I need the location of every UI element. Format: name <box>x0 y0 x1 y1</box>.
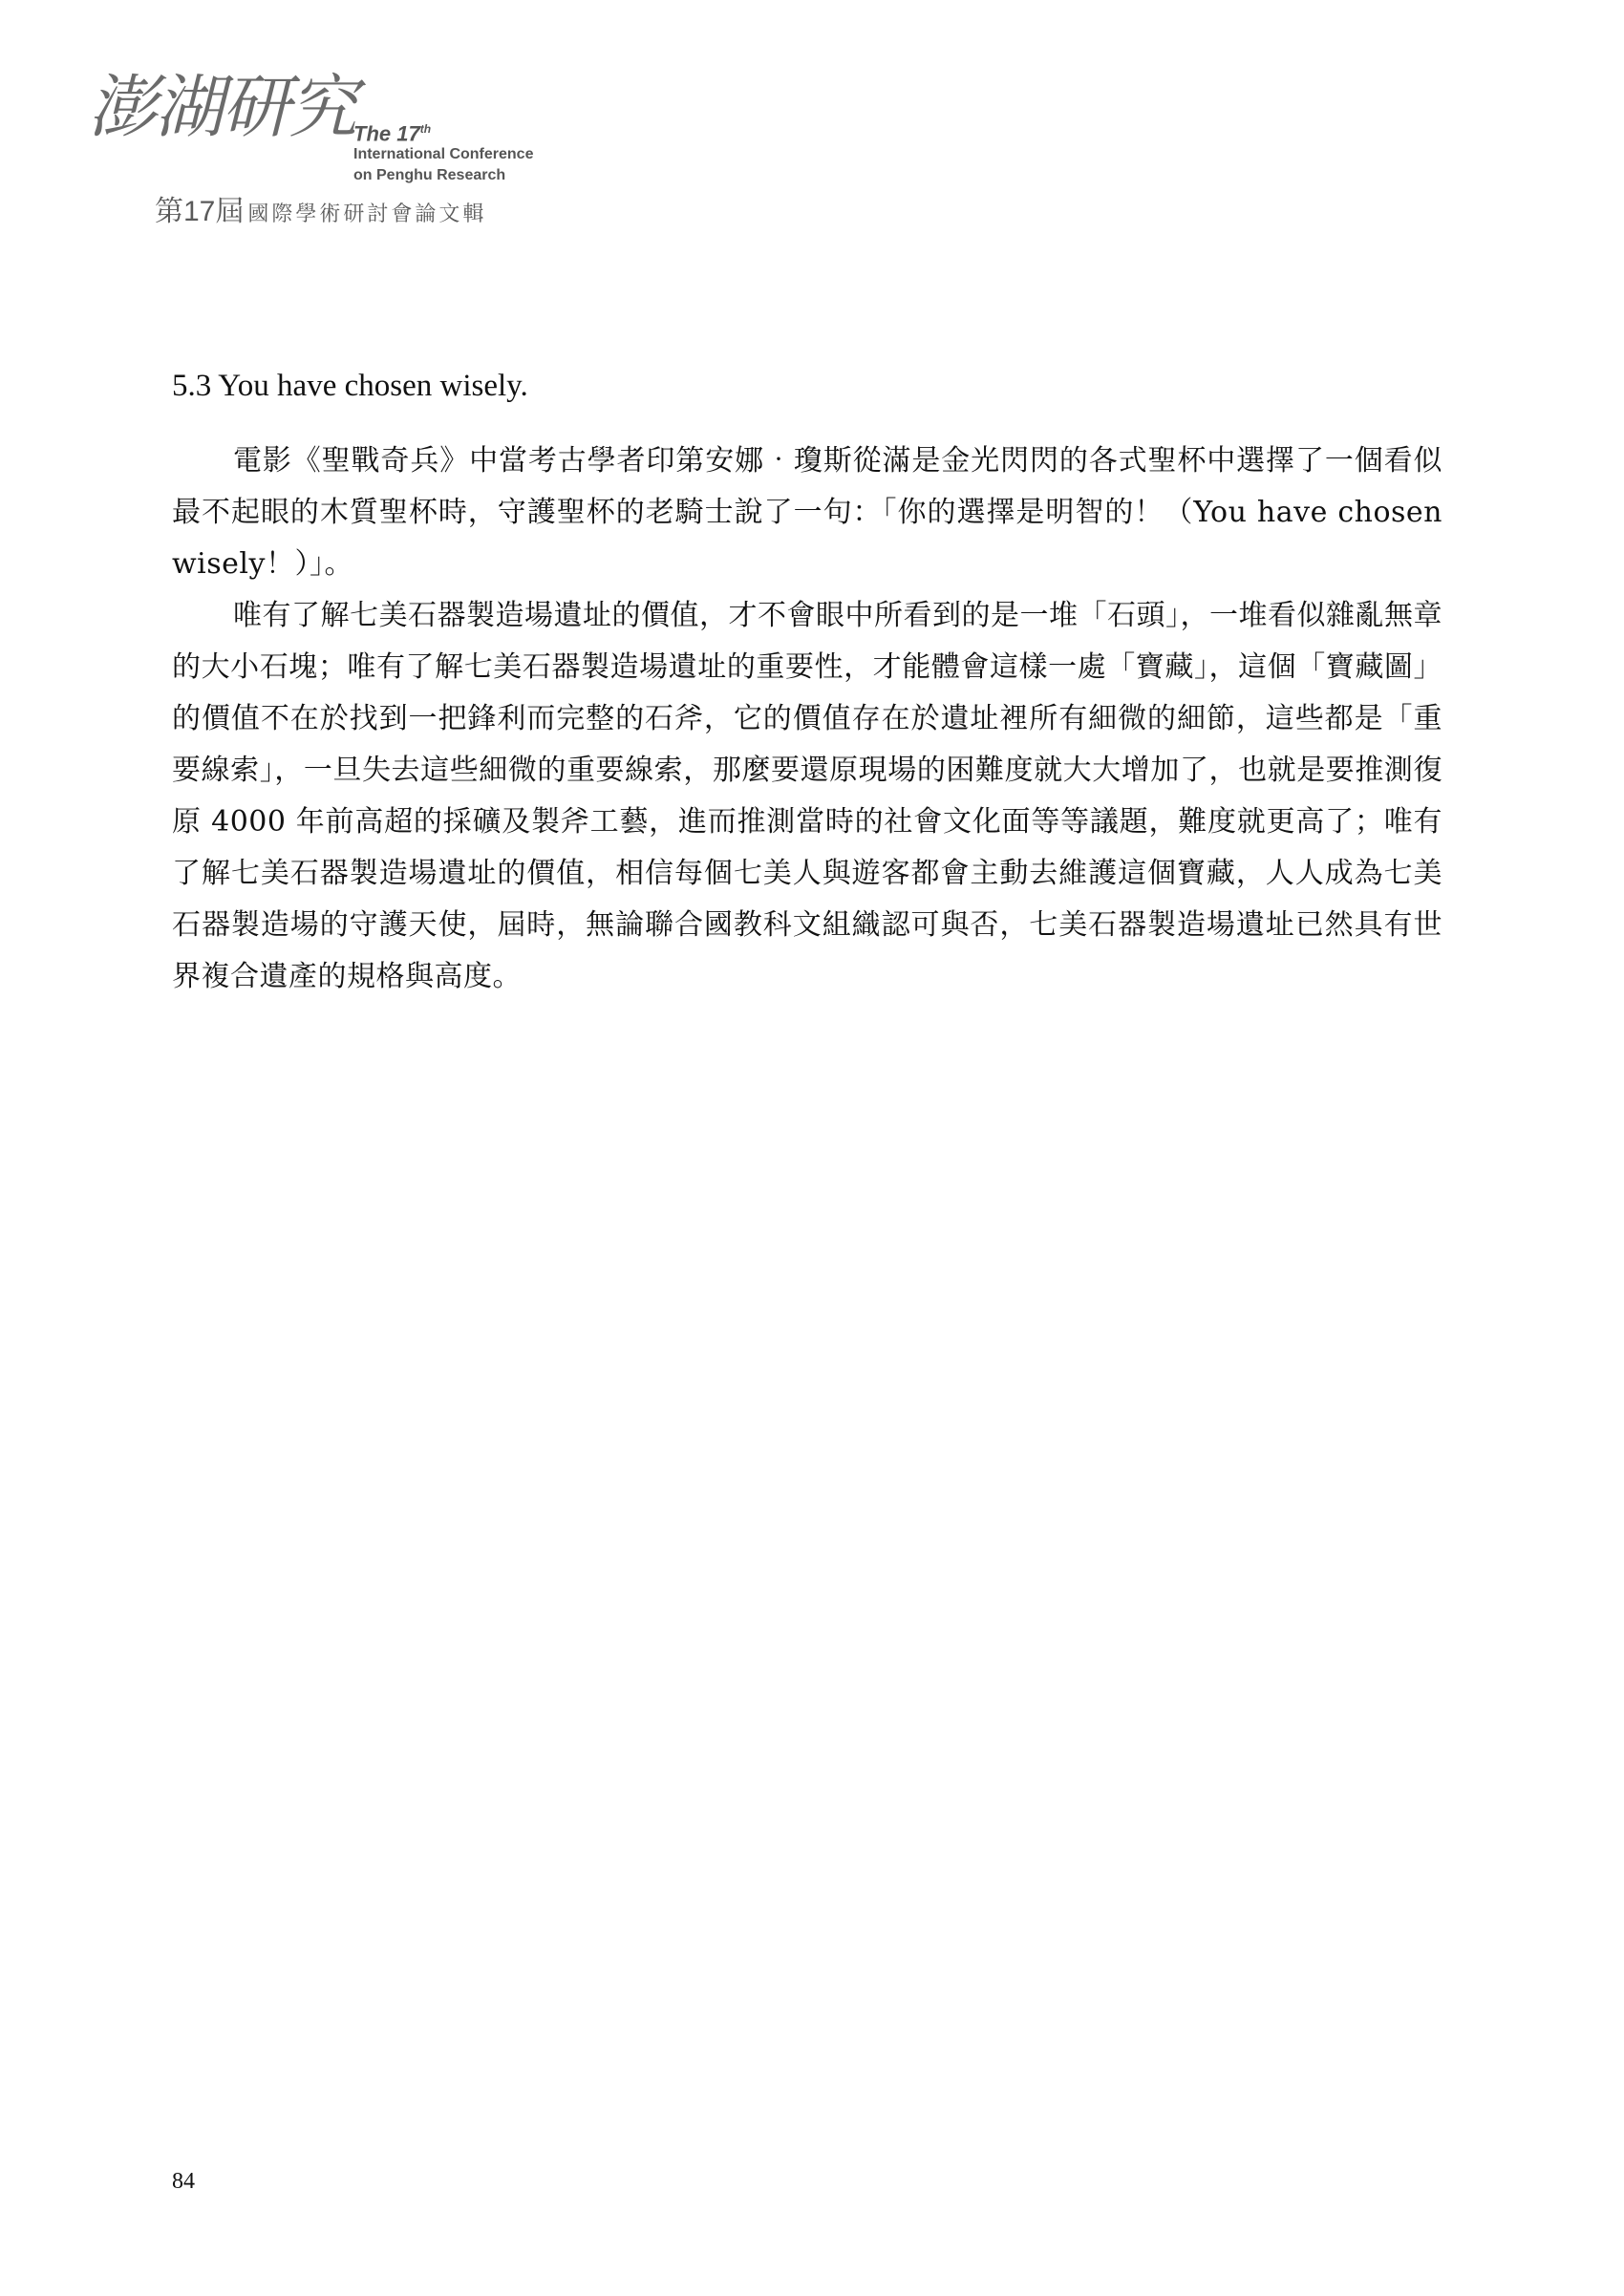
logo-edition: 第17屆 <box>155 196 245 227</box>
logo-chinese-subtitle <box>155 187 486 229</box>
conference-logo <box>88 69 585 231</box>
logo-proceedings: 國際學術研討會論文輯 <box>247 202 487 225</box>
logo-english-line-2: International Conference <box>353 146 534 163</box>
logo-calligraphy-title: 澎湖研究 <box>88 67 356 147</box>
logo-english-title <box>353 118 533 186</box>
section-heading: 5.3 You have chosen wisely. <box>172 369 528 403</box>
page-number: 84 <box>172 2169 195 2194</box>
body-paragraph: 電影《聖戰奇兵》中當考古學者印第安娜‧瓊斯從滿是金光閃閃的各式聖杯中選擇了一個看似最不起眼的木質聖杯時，守護聖杯的老騎士說了一句：「你的選擇是明智的！（You have chosen wisely！）」。 <box>172 444 1442 581</box>
body-paragraph: 唯有了解七美石器製造場遺址的價值，才不會眼中所看到的是一堆「石頭」，一堆看似雜亂無章的大小石塊；唯有了解七美石器製造場遺址的重要性，才能體會這樣一處「寶藏」，這個「寶藏圖」的價值不在於找到一把鋒利而完整的石斧，它的價值存在於遺址裡所有細微的細節，這些都是「重要線索」，一旦失去這些細微的重要線索，那麼要還原現場的困難度就大大增加了，也就是要推測復原 4000 年前高超的採礦及製斧工藝，進而推測當時的社會文化面等等議題，難度就更高了；唯有了解七美石器製造場遺址的價值，相信每個七美人與遊客都會主動去維護這個寶藏，人人成為七美石器製造場的守護天使，屆時，無論聯合國教科文組織認可與否，七美石器製造場遺址已然具有世界複合遺產的規格與高度。 <box>172 599 1442 993</box>
logo-edition-english: The 17th <box>353 121 432 146</box>
logo-english-line-3: on Penghu Research <box>353 167 506 184</box>
